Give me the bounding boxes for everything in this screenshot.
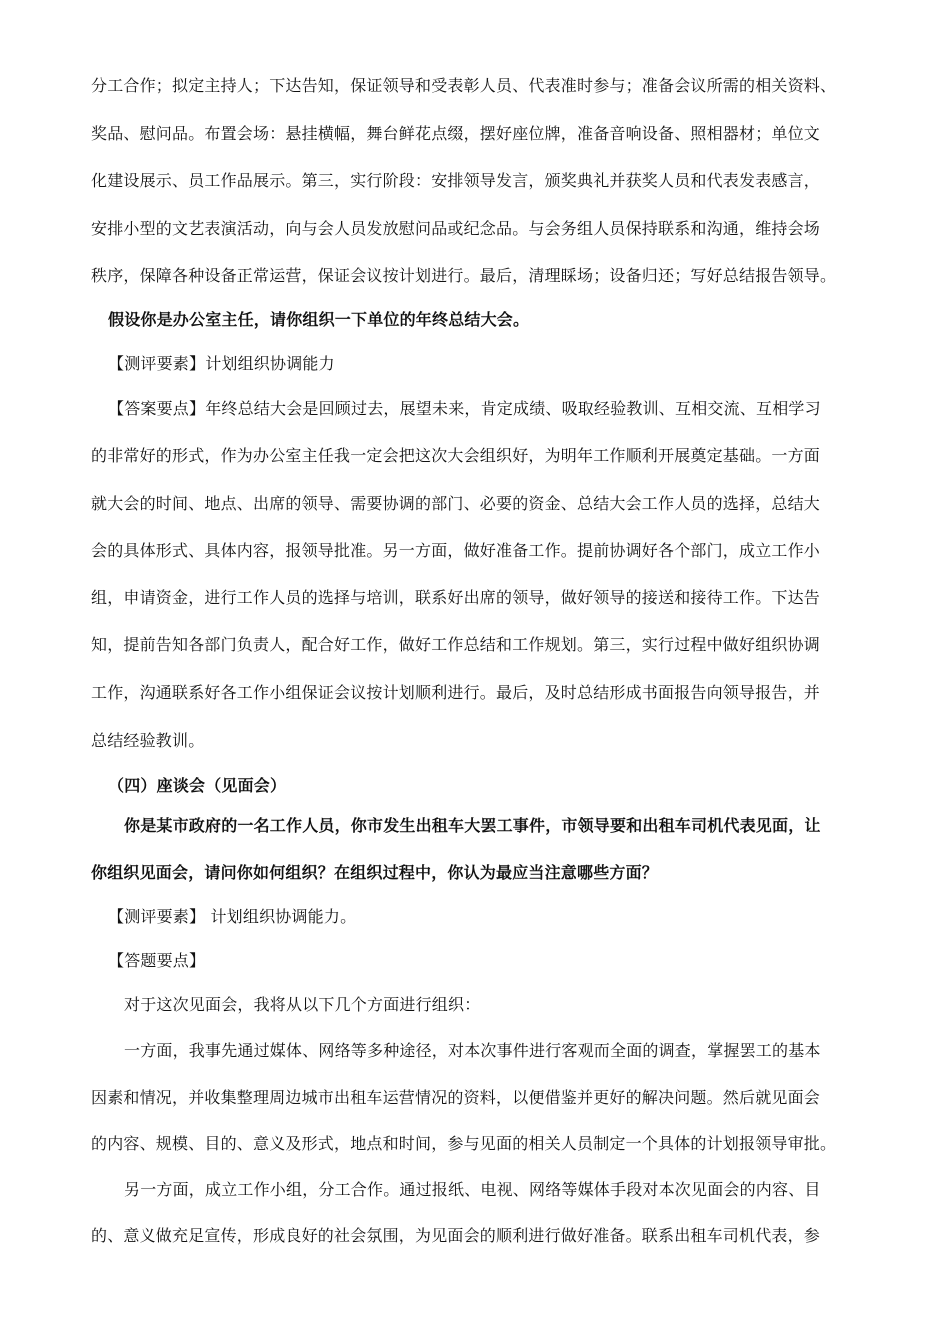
text-line: 的非常好的形式，作为办公室主任我一定会把这次大会组织好，为明年工作顺利开展奠定基础。一方面 [91,446,821,465]
question-heading: 假设你是办公室主任，请你组织一下单位的年终总结大会。 [108,310,530,329]
text-line: 知，提前告知各部门负责人，配合好工作，做好工作总结和工作规划。第三，实行过程中做好组织协调 [91,635,821,654]
text-line: 对于这次见面会，我将从以下几个方面进行组织： [124,995,481,1014]
text-line: 化建设展示、员工作品展示。第三，实行阶段：安排领导发言，颁奖典礼并获奖人员和代表发表感言， [91,171,821,190]
text-line: 秩序，保障各种设备正常运营，保证会议按计划进行。最后，清理睬场；设备归还；写好总结报告领导。 [91,266,837,285]
text-line: 因素和情况，并收集整理周边城市出租车运营情况的资料，以便借鉴并更好的解决问题。然后就见面会 [91,1088,821,1107]
text-line: 的内容、规模、目的、意义及形式，地点和时间，参与见面的相关人员制定一个具体的计划报领导审批。 [91,1134,837,1153]
text-line: 奖品、慰问品。布置会场：悬挂横幅，舞台鲜花点缀，摆好座位牌，准备音响设备、照相器材；单位文 [91,124,821,143]
question-heading: 你是某市政府的一名工作人员，你市发生出租车大罢工事件，市领导要和出租车司机代表见面，让 [124,816,821,835]
text-line: 就大会的时间、地点、出席的领导、需要协调的部门、必要的资金、总结大会工作人员的选择，总结大 [91,494,821,513]
text-line: 组，申请资金，进行工作人员的选择与培训，联系好出席的领导，做好领导的接送和接待工作。下达告 [91,588,821,607]
text-line: 安排小型的文艺表演活动，向与会人员发放慰问品或纪念品。与会务组人员保持联系和沟通，维持会场 [91,219,821,238]
text-line: 会的具体形式、具体内容，报领导批准。另一方面，做好准备工作。提前协调好各个部门，成立工作小 [91,541,821,560]
evaluation-factor: 【测评要素】 计划组织协调能力。 [108,907,357,926]
text-line: 分工合作；拟定主持人；下达告知，保证领导和受表彰人员、代表准时参与；准备会议所需的相关资料、 [91,76,837,95]
evaluation-factor: 【测评要素】计划组织协调能力 [108,354,335,373]
text-line: 另一方面，成立工作小组，分工合作。通过报纸、电视、网络等媒体手段对本次见面会的内容、目 [124,1180,821,1199]
text-line: 的、意义做充足宣传，形成良好的社会氛围，为见面会的顺利进行做好准备。联系出租车司机代表，参 [91,1226,821,1245]
text-line: 【答案要点】年终总结大会是回顾过去，展望未来，肯定成绩、吸取经验教训、互相交流、互相学习 [108,399,821,418]
section-heading: （四）座谈会（见面会） [108,776,287,795]
text-line: 总结经验教训。 [91,731,205,750]
answer-heading: 【答题要点】 [108,951,206,970]
text-line: 工作，沟通联系好各工作小组保证会议按计划顺利进行。最后，及时总结形成书面报告向领导报告，并 [91,683,821,702]
question-heading: 你组织见面会，请问你如何组织？在组织过程中，你认为最应当注意哪些方面？ [91,863,659,882]
text-line: 一方面，我事先通过媒体、网络等多种途径，对本次事件进行客观而全面的调查，掌握罢工的基本 [124,1041,821,1060]
